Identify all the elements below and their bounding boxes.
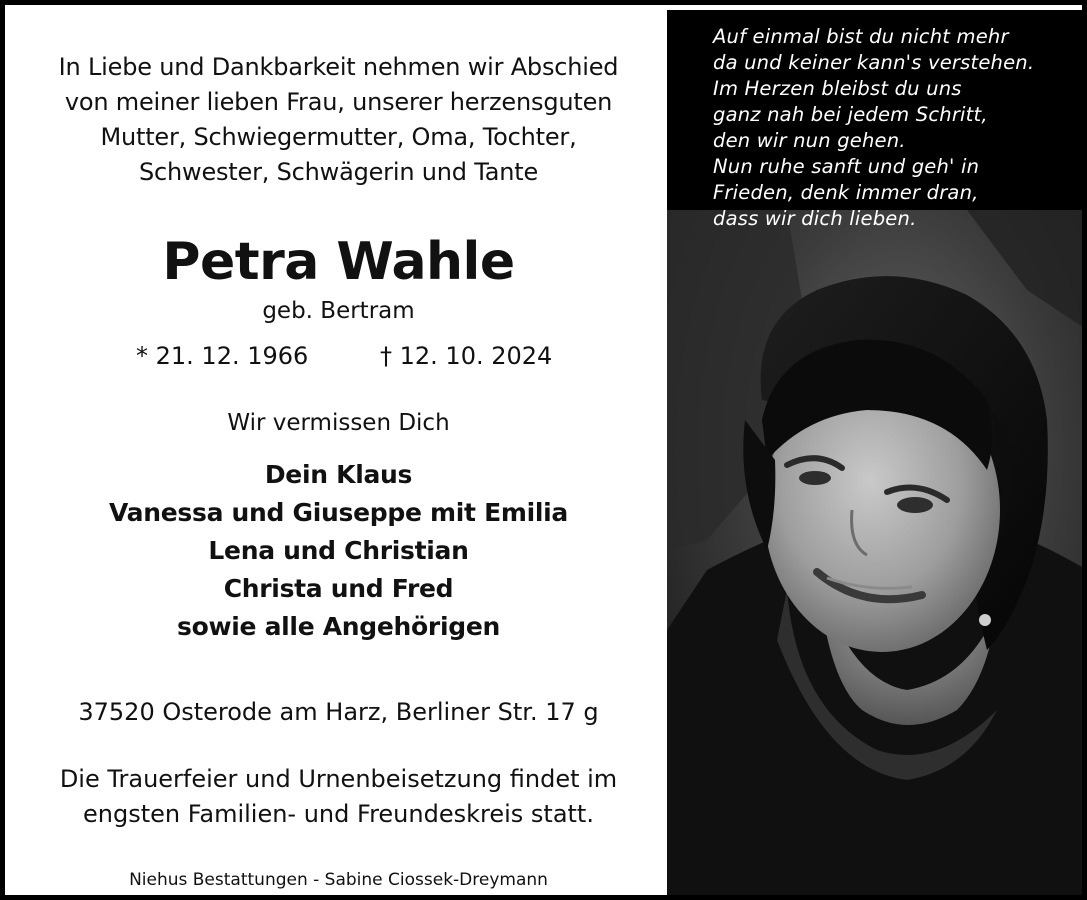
intro-line: Schwester, Schwägerin und Tante [138,158,539,186]
family-member: Vanessa und Giuseppe mit Emilia [109,498,568,527]
poem-line: den wir nun gehen. [713,129,906,152]
funeral-home: Niehus Bestattungen - Sabine Ciossek-Dreymann [129,870,548,890]
poem-line: ganz nah bei jedem Schritt, [713,103,988,126]
maiden-name: geb. Bertram [262,298,415,324]
poem-line: Auf einmal bist du nicht mehr [713,25,1009,48]
birth-date: * 21. 12. 1966 [136,342,309,370]
miss-line: Wir vermissen Dich [227,410,450,436]
family-member: Christa und Fred [223,574,454,603]
poem-line: dass wir dich lieben. [713,207,917,230]
photo-column [667,10,1087,900]
address: 37520 Osterode am Harz, Berliner Str. 17 g [78,698,599,726]
poem-line: Nun ruhe sanft und geh' in [713,155,980,178]
family-member: Dein Klaus [264,460,413,489]
family-member: sowie alle Angehörigen [177,612,500,641]
family-list [10,456,667,646]
deceased-name: Petra Wahle [162,232,515,292]
ceremony-note [10,762,667,832]
family-member: Lena und Christian [208,536,469,565]
ceremony-line: Die Trauerfeier und Urnenbeisetzung findet im [59,765,618,793]
poem [713,24,1083,232]
text-column [10,10,667,900]
intro-line: von meiner lieben Frau, unserer herzensguten [64,88,613,116]
death-date: † 12. 10. 2024 [380,342,553,370]
poem-line: Im Herzen bleibst du uns [713,77,962,100]
poem-line: da und keiner kann's verstehen. [713,51,1035,74]
intro-line: Mutter, Schwiegermutter, Oma, Tochter, [100,123,577,151]
ceremony-line: engsten Familien- und Freundeskreis statt. [83,800,594,828]
poem-line: Frieden, denk immer dran, [713,181,979,204]
intro-text [10,50,667,190]
portrait-photo [667,210,1087,900]
intro-line: In Liebe und Dankbarkeit nehmen wir Abschied [58,53,619,81]
